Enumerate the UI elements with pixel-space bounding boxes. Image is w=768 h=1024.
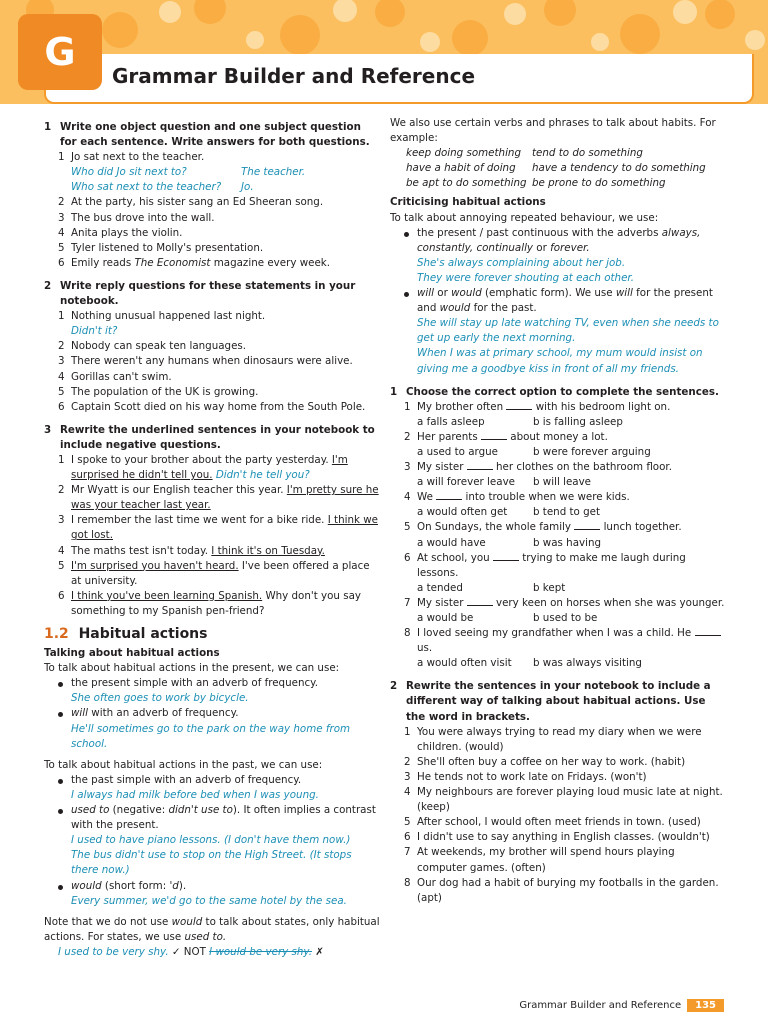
list-item: 2 At the party, his sister sang an Ed Sheeran song. bbox=[58, 196, 324, 209]
answer-text: Didn't it? bbox=[71, 325, 118, 338]
options-row bbox=[390, 445, 726, 460]
options-row bbox=[390, 505, 726, 520]
exercise-list bbox=[44, 150, 380, 165]
option-b: b is falling asleep bbox=[533, 415, 623, 428]
list-item: 5 The population of the UK is growing. bbox=[58, 385, 259, 398]
example-text: When I was at primary school, my mum would insist on giving me a goodbye kiss in front of all my friends. bbox=[417, 347, 703, 375]
option-b: b will leave bbox=[533, 476, 592, 489]
answer-blank bbox=[481, 430, 507, 440]
answer-blank bbox=[493, 551, 519, 561]
options-row bbox=[390, 656, 726, 671]
list-item: 2 Her parents about money a lot. a used to argue b were forever arguing bbox=[390, 430, 726, 460]
option-b: b tend to get bbox=[533, 506, 601, 519]
list-item: 6 Emily reads The Economist magazine every week. bbox=[58, 256, 331, 269]
example-text: They were forever shouting at each other. bbox=[417, 271, 634, 284]
list-item: 4 Gorillas can't swim. bbox=[58, 370, 172, 383]
left-column bbox=[44, 116, 380, 960]
answer-blank bbox=[574, 520, 600, 530]
subheading: Talking about habitual actions bbox=[44, 647, 220, 660]
body-text: To talk about habitual actions in the present, we can use: bbox=[44, 662, 340, 675]
header-banner bbox=[0, 0, 768, 104]
list-item: 1 My brother often with his bedroom light on. a falls asleep b is falling asleep bbox=[390, 400, 726, 430]
answer-block: Who did Jo sit next to? The teacher. Who sat next to the teacher? Jo. bbox=[71, 166, 306, 194]
body-text: To talk about annoying repeated behaviour, we use: bbox=[390, 211, 659, 224]
list-item: 5 On Sundays, the whole family lunch together. a would have b was having bbox=[390, 520, 726, 550]
exercise-heading: 2 Write reply questions for these statements in your notebook. bbox=[44, 279, 356, 308]
option-a: a would often get bbox=[417, 506, 508, 519]
example-text: I used to have piano lessons. (I don't have them now.) bbox=[71, 834, 351, 847]
section-heading: 1.2 Habitual actions bbox=[44, 626, 208, 642]
example-text: She's always complaining about her job. bbox=[417, 256, 626, 269]
list-item: 3 He tends not to work late on Fridays. (won't) bbox=[404, 770, 647, 783]
list-item: 4 We into trouble when we were kids. a would often get b tend to get bbox=[390, 490, 726, 520]
option-a: a tended bbox=[417, 581, 463, 594]
bullet-item: the present / past continuous with the adverbs always, constantly, continually or forever. bbox=[390, 226, 726, 256]
option-b: b was always visiting bbox=[533, 657, 642, 670]
options-row bbox=[390, 611, 726, 626]
list-item: 6 I think you've been learning Spanish. Why don't you say something to my Spanish pen-friend? bbox=[58, 589, 361, 617]
exercise-heading: 2 Rewrite the sentences in your notebook to include a different way of talking about habitual actions. Use the word in brackets. bbox=[390, 680, 711, 723]
list-item: 3 The bus drove into the wall. bbox=[58, 211, 215, 224]
option-a: a will forever leave bbox=[417, 476, 515, 489]
list-item: 1 You were always trying to read my diary when we were children. (would) bbox=[404, 725, 702, 753]
option-b: b used to be bbox=[533, 612, 598, 624]
option-a: a would often visit bbox=[417, 657, 512, 670]
page-number: 135 bbox=[687, 999, 724, 1012]
example-text: She often goes to work by bicycle. bbox=[71, 692, 249, 705]
right-column bbox=[390, 116, 726, 906]
list-item: 2 She'll often buy a coffee on her way to work. (habit) bbox=[404, 755, 686, 768]
options-row bbox=[390, 415, 726, 430]
answer-blank bbox=[436, 490, 462, 500]
list-item: 6 Captain Scott died on his way home from the South Pole. bbox=[58, 400, 366, 413]
page-footer bbox=[519, 999, 724, 1012]
list-item: 5 After school, I would often meet friends in town. (used) bbox=[404, 816, 701, 829]
list-item: 3 My sister her clothes on the bathroom floor. a will forever leave b will leave bbox=[390, 460, 726, 490]
body-text: To talk about habitual actions in the past, we can use: bbox=[44, 758, 323, 771]
list-item: 8 I loved seeing my grandfather when I was a child. He us. a would often visit b was always visiting bbox=[390, 626, 726, 671]
option-a: a used to argue bbox=[417, 445, 498, 458]
option-a: a falls asleep bbox=[417, 415, 485, 428]
exercise-heading: 3 Rewrite the underlined sentences in your notebook to include negative questions. bbox=[44, 423, 375, 451]
list-item: 2 Mr Wyatt is our English teacher this year. I'm pretty sure he was your teacher last year. bbox=[58, 484, 379, 512]
page-title: Grammar Builder and Reference bbox=[112, 64, 476, 88]
options-row bbox=[390, 581, 726, 596]
section-tab: G bbox=[18, 14, 102, 90]
note-text: Note that we do not use would to talk about states, only habitual actions. For states, we use used to. bbox=[44, 915, 380, 943]
list-item: 3 I remember the last time we went for a bike ride. I think we got lost. bbox=[58, 514, 378, 542]
example-text: I always had milk before bed when I was young. bbox=[71, 788, 319, 801]
list-item: 3 There weren't any humans when dinosaurs were alive. bbox=[58, 355, 353, 368]
options-row bbox=[390, 475, 726, 490]
bullet-item: the present simple with an adverb of frequency. bbox=[44, 676, 380, 691]
answer-blank bbox=[506, 400, 532, 410]
answer-blank bbox=[695, 626, 721, 636]
list-item: 4 The maths test isn't today. I think it's on Tuesday. bbox=[58, 544, 325, 557]
list-item: 7 At weekends, my brother will spend hours playing computer games. (often) bbox=[404, 846, 675, 874]
exercise-heading: 1 Choose the correct option to complete the sentences. bbox=[390, 385, 719, 398]
list-item: 6 I didn't use to say anything in English classes. (wouldn't) bbox=[404, 831, 710, 844]
list-item: 1 Nothing unusual happened last night. bbox=[58, 310, 266, 323]
answer-blank bbox=[467, 596, 493, 606]
bullet-item: used to (negative: didn't use to). It often implies a contrast with the present. bbox=[44, 803, 380, 833]
final-example: I used to be very shy. ✓ NOT I would be very shy. ✗ bbox=[58, 945, 324, 958]
list-item: 5 Tyler listened to Molly's presentation. bbox=[58, 241, 264, 254]
bullet-item: will or would (emphatic form). We use will for the present and would for the past. bbox=[390, 286, 726, 316]
option-b: b kept bbox=[533, 581, 566, 594]
exercise-heading: 1 Write one object question and one subject question for each sentence. Write answers for both questions. bbox=[44, 121, 370, 149]
list-item: 1 Jo sat next to the teacher. bbox=[58, 151, 205, 164]
list-item: 8 Our dog had a habit of burying my footballs in the garden. (apt) bbox=[404, 876, 719, 904]
exercise-list bbox=[390, 400, 726, 672]
bullet-item: the past simple with an adverb of frequency. bbox=[44, 773, 380, 788]
subheading: Criticising habitual actions bbox=[390, 196, 546, 209]
list-item: 1 I spoke to your brother about the party yesterday. I'm surprised he didn't tell you. Didn't he tell you? bbox=[58, 453, 348, 482]
example-text: The bus didn't use to stop on the High Street. (It stops there now.) bbox=[71, 849, 352, 877]
list-item: 6 At school, you trying to make me laugh during lessons. a tended b kept bbox=[390, 551, 726, 596]
example-text: He'll sometimes go to the park on the way home from school. bbox=[71, 722, 351, 750]
option-b: b was having bbox=[533, 536, 602, 549]
option-a: a would have bbox=[417, 536, 486, 549]
answer-blank bbox=[467, 460, 493, 470]
option-a: a would be bbox=[417, 612, 474, 624]
option-b: b were forever arguing bbox=[533, 445, 651, 458]
list-item: 2 Nobody can speak ten languages. bbox=[58, 340, 247, 353]
body-text: We also use certain verbs and phrases to talk about habits. For example: bbox=[390, 117, 716, 145]
footer-label: Grammar Builder and Reference bbox=[519, 1000, 682, 1011]
example-text: Every summer, we'd go to the same hotel by the sea. bbox=[71, 894, 347, 907]
phrase-grid: keep doing something tend to do something have a habit of doing have a tendency to do something be apt to do something be prone to do something bbox=[406, 147, 706, 190]
example-text: She will stay up late watching TV, even when she needs to get up early the next morning. bbox=[417, 317, 719, 345]
list-item: 7 My sister very keen on horses when she was younger. a would be b used to be bbox=[390, 596, 726, 626]
list-item: 4 My neighbours are forever playing loud music late at night. (keep) bbox=[404, 786, 723, 814]
list-item: 5 I'm surprised you haven't heard. I've been offered a place at university. bbox=[58, 559, 370, 587]
options-row bbox=[390, 536, 726, 551]
bullet-item: will with an adverb of frequency. bbox=[44, 706, 380, 721]
bullet-item: would (short form: 'd). bbox=[44, 879, 380, 894]
list-item: 4 Anita plays the violin. bbox=[58, 226, 183, 239]
